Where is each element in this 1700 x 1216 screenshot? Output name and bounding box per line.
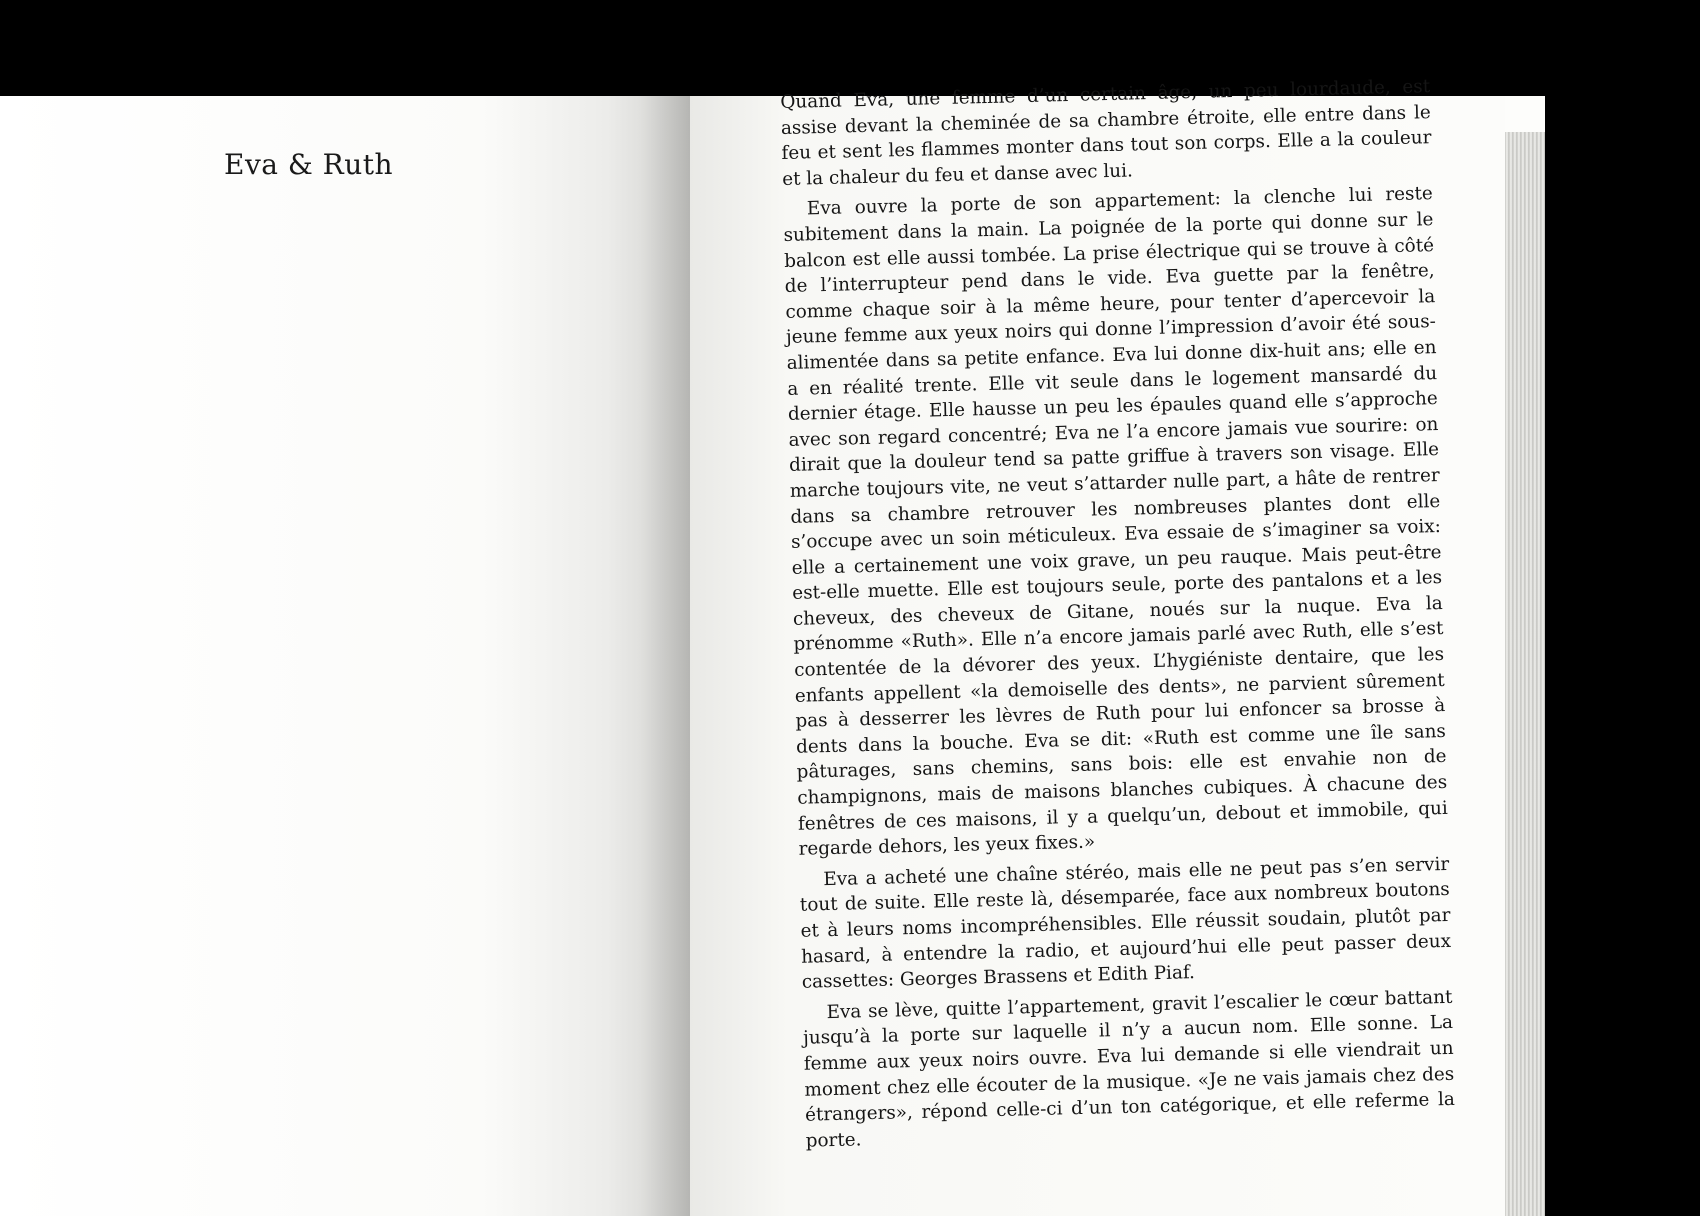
paragraph: Eva ouvre la porte de son appartement: la clenche lui reste subitement dans la main. La poignée de la porte qui donne sur le balcon est elle aussi tombée. La prise électrique qui se trouve à côté de l’interrupteur pend dans le vide. Eva guette par la fenêtre, comme chaque soir à la même heure, pour tenter d’apercevoir la jeune femme aux yeux noirs qui donne l’impression d’avoir été sous-alimentée dans sa petite enfance. Eva lui donne dix-huit ans; elle en a en réalité trente. Elle vit seule dans le logement mansardé du dernier étage. Elle hausse un peu les épaules quand elle s’approche avec son regard concentré; Eva ne l’a encore jamais vue sourire: on dirait que la douleur tend sa patte griffue à travers son visage. Elle marche toujours vite, ne veut s’attarder nulle part, a hâte de rentrer dans sa chambre retrouver les nombreuses plantes dont elle s’occupe avec un soin méticuleux. Eva essaie de s’imaginer sa voix: elle a certainement une voix grave, un peu rauque. Mais peut-être est-elle muette. Elle est toujours seule, porte des pantalons et a les cheveux, des cheveux de Gitane, noués sur la nuque. Eva la prénomme «Ruth». Elle n’a encore jamais parlé avec Ruth, elle s’est contentée de la dévorer des yeux. L’hygiéniste dentaire, que les enfants appellent «la demoiselle des dents», ne parvient sûrement pas à desserrer les lèvres de Ruth pour lui enfoncer sa brosse à dents dans la bouche. Eva se dit: «Ruth est comme une île sans pâturages, sans chemins, sans bois: elle est envahie non de champignons, mais de maisons blanches cubiques. À chacune des fenêtres de ces maisons, il y a quelqu’un, debout et immobile, qui regarde dehors, les yeux fixes.»: [783, 183, 1448, 860]
body-text: [780, 74, 1456, 1154]
paragraph: Quand Eva, une femme d’un certain âge, un peu lourdaude, est assise devant la cheminée de sa chambre étroite, elle entre dans le feu et sent les flammes monter dans tout son corps. Elle a la couleur et la chaleur du feu et danse avec lui.: [780, 76, 1432, 190]
left-page: [0, 96, 690, 1216]
page-edge: [1505, 132, 1545, 1216]
chapter-title: Eva & Ruth: [224, 148, 394, 181]
paragraph: Eva a acheté une chaîne stéréo, mais elle ne peut pas s’en servir tout de suite. Elle reste là, désemparée, face aux nombreux boutons et à leurs noms incompréhensibles. Elle réussit soudain, plutôt par hasard, à entendre la radio, et aujourd’hui elle peut passer deux cassettes: Georges Brassens et Edith Piaf.: [799, 853, 1452, 993]
paragraph: Eva se lève, quitte l’appartement, gravit l’escalier le cœur battant jusqu’à la porte sur laquelle il n’y a aucun nom. Elle sonne. La femme aux yeux noirs ouvre. Eva lui demande si elle viendrait un moment chez elle écouter de la musique. «Je ne vais jamais chez des étrangers», répond celle-ci d’un ton catégorique, et elle referme la porte.: [802, 986, 1456, 1152]
